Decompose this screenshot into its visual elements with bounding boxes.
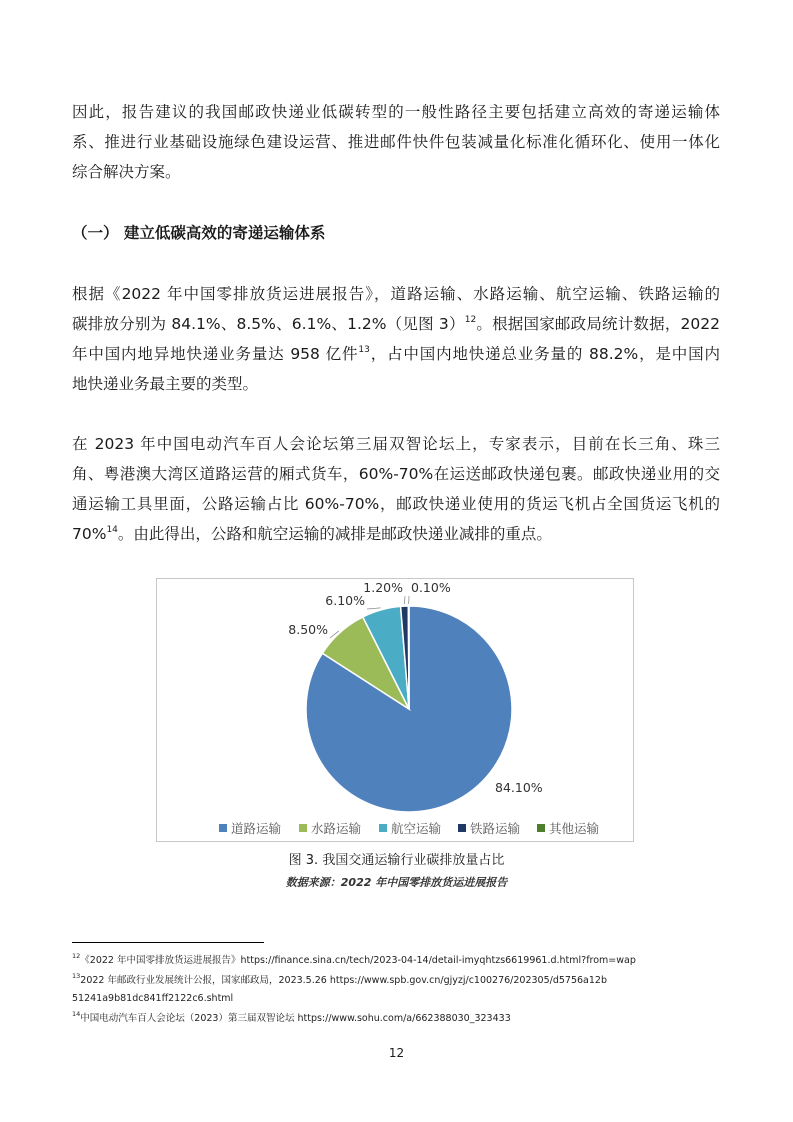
footnote-text: 中国电动汽车百人会论坛（2023）第三届双智论坛 https://www.sohu.com/a/662388030_323433 <box>80 1013 511 1024</box>
paragraph-summary <box>72 97 720 187</box>
text-line: 地快递业务最主要的类型。 <box>72 375 259 393</box>
footnote-13 <box>72 973 607 989</box>
data-label-1: 84.10% <box>495 780 543 795</box>
text-line: 因此，报告建议的我国邮政快递业低碳转型的一般性路径主要包括建立高效的寄递运输体 <box>72 103 720 121</box>
text-segment: 70% <box>72 525 107 543</box>
data-label-3: 6.10% <box>325 593 365 608</box>
pie-chart-svg <box>157 579 635 843</box>
footnote-number: 14 <box>72 1009 81 1018</box>
text-line: 角、粤港澳大湾区道路运营的厢式货车，60%-70%在运送邮政快递包裹。邮政快递业用的交 <box>72 465 720 483</box>
page-number: 12 <box>388 1046 405 1060</box>
text-line: 系、推进行业基础设施绿色建设运营、推进邮件快件包装减量化标准化循环化、使用一体化 <box>72 133 720 151</box>
text-segment: 碳排放分别为 84.1%、8.5%、6.1%、1.2%（见图 3） <box>72 315 465 333</box>
pie-slice-5 <box>408 606 409 709</box>
footnote-divider <box>72 942 264 943</box>
data-label-2: 8.50% <box>288 622 328 637</box>
text-line: 根据《2022 年中国零排放货运进展报告》，道路运输、水路运输、航空运输、铁路运输的 <box>72 285 720 303</box>
text-segment: ，占中国内地快递总业务量的 88.2%，是中国内 <box>369 345 720 363</box>
footnote-ref-13[interactable]: 13 <box>358 344 370 355</box>
legend-label-1: 道路运输 <box>231 821 282 836</box>
legend-label-4: 铁路运输 <box>470 821 521 836</box>
footnote-number: 12 <box>72 951 81 960</box>
legend-swatch-3 <box>379 824 387 832</box>
footnote-13-continued <box>72 991 233 1007</box>
text-line: 通运输工具里面，公路运输占比 60%-70%，邮政快递业使用的货运飞机占全国货运飞机的 <box>72 495 720 513</box>
footnote-number: 13 <box>72 971 81 980</box>
footnote-text: 《2022 年中国零排放货运进展报告》https://finance.sina.cn/tech/2023-04-14/detail-imyqhtzs6619961.d.html?from=wap <box>80 955 636 966</box>
text-segment: 年中国内地异地快递业务量达 958 亿件 <box>72 345 359 363</box>
figure-source: 数据来源：2022 年中国零排放货运进展报告 <box>285 876 508 889</box>
leader-line-3 <box>367 608 381 609</box>
footnote-12 <box>72 953 636 969</box>
footnote-ref-12[interactable]: 12 <box>464 314 477 325</box>
legend-swatch-2 <box>299 824 307 832</box>
legend-swatch-4 <box>458 824 466 832</box>
text-line: 在 2023 年中国电动汽车百人会论坛第三届双智论坛上，专家表示，目前在长三角、珠三 <box>72 435 720 453</box>
legend-label-2: 水路运输 <box>311 821 362 836</box>
paragraph-emissions <box>72 279 720 399</box>
legend-label-5: 其他运输 <box>549 821 600 836</box>
figure-caption: 图 3. 我国交通运输行业碳排放量占比 <box>288 853 505 868</box>
footnote-14 <box>72 1011 511 1027</box>
section-heading: （一） 建立低碳高效的寄递运输体系 <box>72 224 326 242</box>
legend-swatch-1 <box>219 824 227 832</box>
text-segment: 。根据国家邮政局统计数据，2022 <box>476 315 721 333</box>
text-line <box>72 309 720 339</box>
text-line <box>72 339 720 369</box>
paragraph-express <box>72 429 720 549</box>
footnote-text: 2022 年邮政行业发展统计公报，国家邮政局，2023.5.26 https://www.spb.gov.cn/gjyzj/c100276/202305/d5756a12b <box>80 975 607 986</box>
data-label-4: 1.20% <box>363 580 403 595</box>
leader-line-4 <box>404 596 405 604</box>
text-line: 综合解决方案。 <box>72 163 181 181</box>
footnote-text: 51241a9b81dc841ff2122c6.shtml <box>72 993 234 1004</box>
legend-swatch-5 <box>537 824 545 832</box>
legend-label-3: 航空运输 <box>391 821 442 836</box>
text-line <box>72 519 720 549</box>
pie-chart <box>156 578 634 842</box>
text-segment: 。由此得出，公路和航空运输的减排是邮政快递业减排的重点。 <box>117 525 552 543</box>
footnote-ref-14[interactable]: 14 <box>106 524 118 535</box>
data-label-5: 0.10% <box>411 580 451 595</box>
